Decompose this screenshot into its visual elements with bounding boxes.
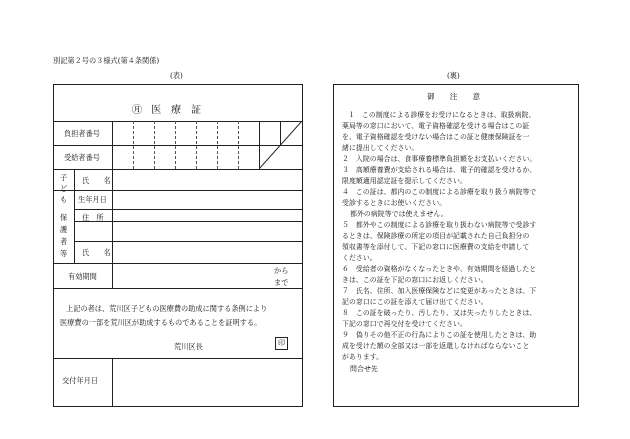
grid-line <box>74 241 302 242</box>
digit-divider <box>217 121 218 169</box>
unused-cells-strike <box>259 121 302 169</box>
grid-line <box>112 121 113 288</box>
notice-line: ください。 <box>342 254 377 262</box>
guardian-name-label: 氏 名 <box>82 248 111 257</box>
digit-divider <box>196 121 197 169</box>
grid-line <box>54 190 302 191</box>
digit-divider <box>175 121 176 169</box>
notice-line: ５ 都外やこの制度による診療を取り扱わない病院等で受診す <box>342 221 537 229</box>
child-name-label: 氏 名 <box>82 176 111 185</box>
grid-line <box>54 169 302 170</box>
guardian-label-4: 等 <box>60 249 68 258</box>
notice-line: 下記の窓口で再交付を受けてください。 <box>342 320 467 328</box>
notice-line: 受診するときにお使いください。 <box>342 199 447 207</box>
notice-line: ９ 偽りその他不正の行為によりこの証を使用したときは、助 <box>342 331 537 339</box>
digit-divider <box>133 121 134 169</box>
burden-number-label: 負担者番号 <box>64 129 100 138</box>
certification-line-2: 医療費の一部を荒川区が助成するものであることを証明する。 <box>60 318 262 327</box>
notice-line: きは、この証を下記の窓口にお返しください。 <box>342 276 488 284</box>
grid-line <box>54 288 302 289</box>
notice-line: ６ 受給者の資格がなくなったときや、有効期間を経過したと <box>342 265 537 273</box>
issue-date-label: 交付年月日 <box>62 376 98 385</box>
certificate-title <box>132 101 201 116</box>
guardian-label-1: 保 <box>60 213 68 222</box>
notice-line: があります。 <box>342 353 384 361</box>
recipient-number-label: 受給者番号 <box>64 153 100 162</box>
notice-line: 都外の病院等では使えません。 <box>350 210 448 218</box>
notice-line: ３ 高額療養費が支給される場合は、電子的確認を受けるか、 <box>342 166 537 174</box>
notice-line: 記の窓口にこの証を添えて届け出てください。 <box>342 298 488 306</box>
notice-line: ２ 入院の場合は、食事療養標準負担額をお支払いください。 <box>342 155 537 163</box>
grid-line <box>74 169 75 263</box>
certification-line-1: 上記の者は、荒川区子どもの医療費の助成に関する条例により <box>66 304 268 313</box>
child-label-3: も <box>60 195 68 204</box>
certificate-title-text: 医 療 証 <box>151 105 202 116</box>
guardian-label-3: 者 <box>60 237 68 246</box>
medical-certificate-front <box>53 84 303 407</box>
child-label-1: 子 <box>60 173 68 182</box>
seal-mark: 印 <box>278 339 285 347</box>
notice-line: ４ この証は、都内のこの制度による診療を取り扱う病院等で <box>342 188 537 196</box>
grid-line <box>112 358 113 406</box>
grid-line <box>74 209 302 210</box>
front-side-label: (表) <box>170 71 183 80</box>
official-seal-box <box>275 337 288 350</box>
inquiry-label: 問合せ先 <box>350 365 378 373</box>
grid-line <box>54 358 302 359</box>
form-designation: 別記第２号の３様式(第４条関係) <box>53 56 160 65</box>
category-mark-icon: ㊊ <box>132 105 142 116</box>
digit-divider <box>154 121 155 169</box>
notice-line: 成を受けた額の全部又は一部を返還しなければならないこと <box>342 342 530 350</box>
guardian-label-2: 護 <box>60 225 68 234</box>
notice-line: 限度額適用認定証を提示してください。 <box>342 177 467 185</box>
notice-line: るときは、保険診療の所定の項目が記載された自己負担分の <box>342 232 530 240</box>
grid-line <box>74 221 302 222</box>
notice-line: 領収書等を添付して、下記の窓口に医療費の支給を申請して <box>342 243 530 251</box>
validity-until-label: まで <box>274 278 289 287</box>
notice-line: を、電子資格確認を受けない場合はこの証と健康保険証を一 <box>342 133 530 141</box>
notice-line: 薬局等の窓口において、電子資格確認を受ける場合はこの証 <box>342 122 530 130</box>
notice-line: １ この制度による診療をお受けになるときは、取扱病院、 <box>348 111 536 119</box>
birthdate-label: 生年月日 <box>78 195 107 204</box>
medical-certificate-back <box>333 84 579 407</box>
notice-line: ８ この証を破ったり、汚したり、又は失ったりしたときは、 <box>342 309 537 317</box>
child-label-2: ど <box>60 184 68 193</box>
notice-title: 御 注 意 <box>427 92 481 101</box>
address-label: 住 所 <box>82 213 104 222</box>
grid-line <box>54 263 302 264</box>
mayor-label: 荒川区長 <box>174 342 203 351</box>
validity-period-label: 有効期間 <box>68 272 97 281</box>
notice-line: 緒に提出してください。 <box>342 144 419 152</box>
back-side-label: (裏) <box>447 71 460 80</box>
digit-divider <box>238 121 239 169</box>
validity-from-label: から <box>274 266 289 275</box>
notice-line: ７ 氏名、住所、加入医療保険などに変更があったときは、下 <box>342 287 537 295</box>
